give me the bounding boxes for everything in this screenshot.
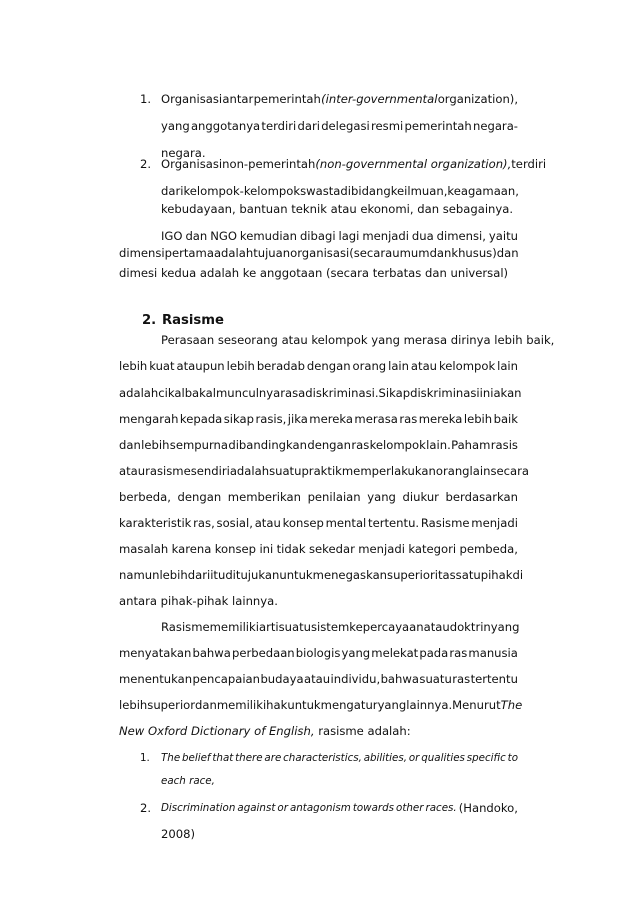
paragraph-line: IGO dan NGO kemudian dibagi lagi menjadi dua dimensi, yaitu xyxy=(161,229,518,243)
section-number: 2. xyxy=(142,313,157,328)
list-number: 1. xyxy=(140,92,152,106)
paragraph-line: Perasaan seseorang atau kelompok yang merasa dirinya lebih baik, xyxy=(161,333,555,347)
list-line: kebudayaan, bantuan teknik atau ekonomi, dan sebagainya. xyxy=(161,202,514,216)
paragraph-line: masalah karena konsep ini tidak sekedar menjadi kategori pembeda, xyxy=(119,542,518,556)
list-number: 2. xyxy=(140,157,152,171)
list-line: Organisasi antar pemerintah (inter-governmental organization), xyxy=(161,92,518,106)
paragraph-line: menentukan pencapaian budaya atau individu, bahwa suatu ras tertentu xyxy=(119,672,518,686)
list-number: 2. xyxy=(140,801,152,815)
paragraph-line: lebih kuat ataupun lebih beradab dengan orang lain atau kelompok lain xyxy=(119,359,518,373)
paragraph-line: antara pihak-pihak lainnya. xyxy=(119,594,278,608)
list-line: dari kelompok-kelompok swasta di bidang keilmuan, keagamaan, xyxy=(161,184,519,198)
paragraph-line: karakteristik ras, sosial, atau konsep mental tertentu. Rasisme menjadi xyxy=(119,516,518,530)
list-number: 1. xyxy=(140,752,150,764)
paragraph-line: mengarah kepada sikap rasis, jika mereka merasa ras mereka lebih baik xyxy=(119,412,518,426)
paragraph-line: dan lebih sempurna dibandingkan dengan ras kelompok lain. Paham rasis xyxy=(119,438,518,452)
quote-line: Discrimination against or antagonism towards other races. (Handoko, xyxy=(161,801,518,815)
book-title: New Oxford Dictionary of English, xyxy=(119,724,315,738)
paragraph-line: New Oxford Dictionary of English, rasisme adalah: xyxy=(119,724,411,738)
paragraph-line: dimensi pertama adalah tujuan organisasi (secara umum dan khusus) dan xyxy=(119,246,519,260)
paragraph-line: namun lebih dari itu ditujukan untuk menegaskan superioritas satu pihak di xyxy=(119,568,524,582)
list-line: negara. xyxy=(161,146,206,160)
paragraph-line: atau rasisme sendiri adalah suatu praktik memperlakukan orang lain secara xyxy=(119,464,529,478)
quote-line: each race, xyxy=(161,775,215,787)
section-heading xyxy=(142,313,224,328)
list-line: yang anggotanya terdiri dari delegasi resmi pemerintah negara- xyxy=(161,119,518,133)
paragraph-line: berbeda, dengan memberikan penilaian yang diukur berdasarkan xyxy=(119,490,518,504)
section-title: Rasisme xyxy=(162,313,224,328)
paragraph-line: adalah cikal bakal munculnya rasa diskriminasi. Sikap diskriminasi ini akan xyxy=(119,386,522,400)
paragraph-line: lebih superior dan memiliki hak untuk mengatur yang lainnya. Menurut The xyxy=(119,698,523,712)
list-line: Organisasi non-pemerintah (non-governmental organization), terdiri xyxy=(161,157,547,171)
paragraph-line: dimesi kedua adalah ke anggotaan (secara terbatas dan universal) xyxy=(119,266,509,280)
quote-line: The belief that there are characteristics, abilities, or qualities specific to xyxy=(161,752,518,764)
paragraph-line: menyatakan bahwa perbedaan biologis yang melekat pada ras manusia xyxy=(119,646,518,660)
paragraph-line: Rasisme memiliki arti suatu sistem kepercayaan atau doktrin yang xyxy=(161,620,520,634)
citation-year: 2008) xyxy=(161,827,196,841)
